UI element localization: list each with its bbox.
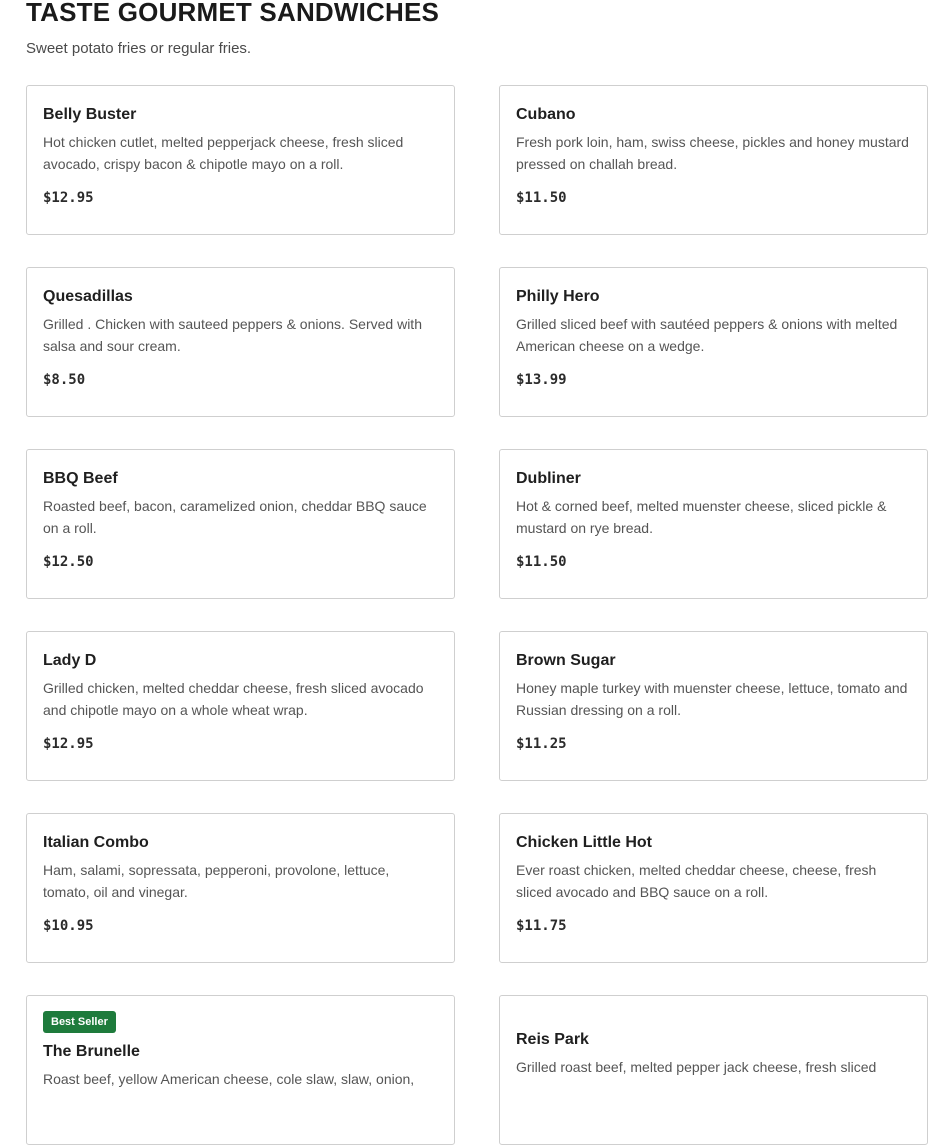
menu-item-description: Hot & corned beef, melted muenster cheese, sliced pickle & mustard on rye bread.: [516, 498, 887, 536]
menu-item-price: $8.50: [43, 372, 86, 388]
menu-item-name: Italian Combo: [43, 834, 149, 851]
menu-item-card[interactable]: [499, 631, 928, 781]
menu-item-name: Dubliner: [516, 470, 581, 487]
menu-item-description: Hot chicken cutlet, melted pepperjack cheese, fresh sliced avocado, crispy bacon & chipotle mayo on a roll.: [43, 134, 404, 172]
menu-item-price: $11.25: [516, 736, 567, 752]
menu-item-name: Chicken Little Hot: [516, 834, 653, 851]
menu-item-card[interactable]: [499, 449, 928, 599]
menu-item-card[interactable]: [499, 267, 928, 417]
menu-items-grid: [26, 85, 928, 1145]
menu-item-card[interactable]: [499, 995, 928, 1145]
menu-item-name: Brown Sugar: [516, 652, 616, 669]
menu-item-description: Grilled sliced beef with sautéed peppers & onions with melted American cheese on a wedge.: [516, 316, 898, 354]
section-title: TASTE GOURMET SANDWICHES: [26, 0, 440, 27]
menu-item-card[interactable]: [26, 631, 455, 781]
menu-item-card[interactable]: [26, 995, 455, 1145]
menu-item-description: Fresh pork loin, ham, swiss cheese, pickles and honey mustard pressed on challah bread.: [516, 134, 909, 172]
section-subtitle: Sweet potato fries or regular fries.: [26, 40, 252, 57]
menu-item-card[interactable]: [499, 85, 928, 235]
menu-item-name: The Brunelle: [43, 1043, 140, 1060]
menu-item-name: Cubano: [516, 106, 576, 123]
menu-item-description: Roast beef, yellow American cheese, cole slaw, slaw, onion,: [43, 1071, 415, 1087]
menu-item-price: $12.95: [43, 190, 94, 206]
menu-item-card[interactable]: [26, 449, 455, 599]
menu-item-price: $13.99: [516, 372, 567, 388]
menu-item-card[interactable]: [499, 813, 928, 963]
menu-item-description: Honey maple turkey with muenster cheese, lettuce, tomato and Russian dressing on a roll.: [516, 680, 908, 718]
menu-item-card[interactable]: [26, 85, 455, 235]
menu-item-name: Quesadillas: [43, 288, 133, 305]
menu-item-name: Reis Park: [516, 1031, 589, 1048]
menu-item-name: Philly Hero: [516, 288, 600, 305]
menu-item-name: BBQ Beef: [43, 470, 118, 487]
menu-item-name: Lady D: [43, 652, 97, 669]
menu-item-price: $11.50: [516, 554, 567, 570]
menu-item-description: Ever roast chicken, melted cheddar cheese, cheese, fresh sliced avocado and BBQ sauce on a roll.: [516, 862, 877, 900]
menu-item-card[interactable]: [26, 813, 455, 963]
menu-item-card[interactable]: [26, 267, 455, 417]
menu-item-name: Belly Buster: [43, 106, 137, 123]
menu-item-price: $10.95: [43, 918, 94, 934]
menu-item-price: $11.75: [516, 918, 567, 934]
menu-item-description: Grilled roast beef, melted pepper jack cheese, fresh sliced: [516, 1059, 877, 1075]
menu-item-price: $12.95: [43, 736, 94, 752]
menu-item-price: $12.50: [43, 554, 94, 570]
menu-item-description: Ham, salami, sopressata, pepperoni, provolone, lettuce, tomato, oil and vinegar.: [43, 862, 390, 900]
best-seller-badge: Best Seller: [43, 1011, 116, 1033]
menu-item-description: Grilled . Chicken with sauteed peppers & onions. Served with salsa and sour cream.: [43, 316, 422, 354]
menu-item-price: $11.50: [516, 190, 567, 206]
menu-item-description: Roasted beef, bacon, caramelized onion, cheddar BBQ sauce on a roll.: [43, 498, 427, 536]
menu-item-description: Grilled chicken, melted cheddar cheese, fresh sliced avocado and chipotle mayo on a whole wheat wrap.: [43, 680, 424, 718]
